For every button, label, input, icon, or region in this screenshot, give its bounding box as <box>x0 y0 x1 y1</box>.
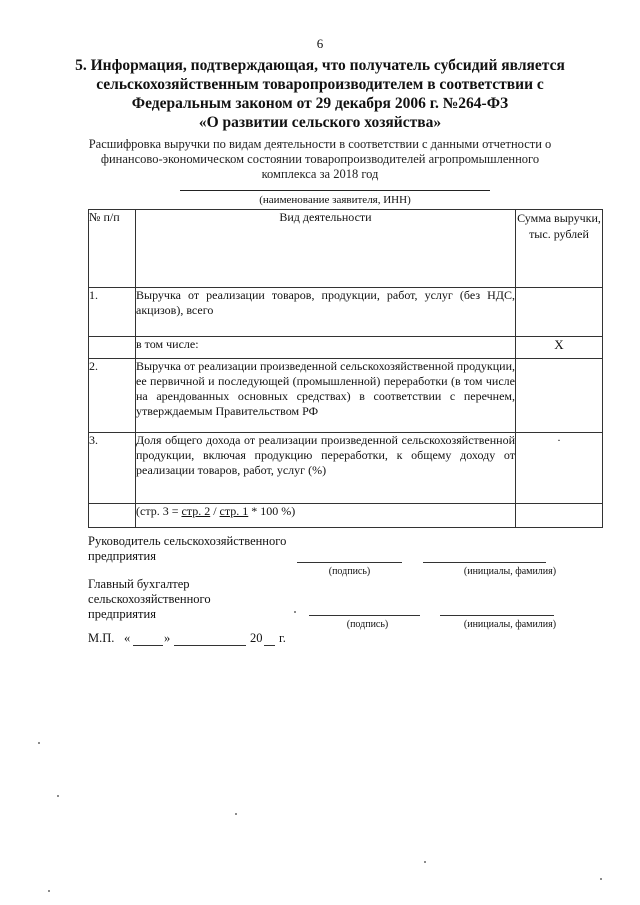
accountant-label <box>88 577 211 622</box>
date-month-line[interactable] <box>174 645 246 646</box>
formula-sep: / <box>210 504 220 518</box>
row-sum-cell[interactable]: · <box>516 433 603 504</box>
formula-cell <box>136 504 516 528</box>
head-label <box>88 534 286 564</box>
row-sum-cell: X <box>516 337 603 359</box>
table-row <box>89 288 603 337</box>
formula-prefix: (стр. 3 = <box>136 504 182 518</box>
table-row <box>89 359 603 433</box>
accountant-label-line: Главный бухгалтер <box>88 577 190 591</box>
accountant-signature-caption: (подпись) <box>346 619 389 630</box>
subtitle <box>60 137 580 182</box>
row-sum-cell[interactable] <box>516 288 603 337</box>
heading-line: «О развитии сельского хозяйства» <box>198 114 442 131</box>
stamp-mp: М.П. <box>88 631 115 645</box>
table-row <box>89 433 603 504</box>
subtitle-line: Расшифровка выручки по видам деятельности в соответствии с данными отчетности о <box>88 137 552 151</box>
table-row <box>89 337 603 359</box>
date-day-line[interactable] <box>133 645 163 646</box>
scan-speck <box>235 813 237 815</box>
header-activity: Вид деятельности <box>136 210 516 288</box>
date-year-suffix: г. <box>279 631 286 645</box>
accountant-label-line: сельскохозяйственного <box>88 592 211 606</box>
scan-speck <box>38 742 40 744</box>
date-open-quote: « <box>124 631 131 645</box>
row-num: 2. <box>89 359 136 433</box>
head-label-line: Руководитель сельскохозяйственного <box>88 534 287 548</box>
subtitle-line: комплекса за 2018 год <box>261 167 379 181</box>
accountant-signature-line[interactable] <box>309 615 420 616</box>
page-number: 6 <box>316 36 324 51</box>
head-label-line: предприятия <box>88 549 156 563</box>
date-close-quote: » <box>164 631 171 645</box>
scan-speck <box>600 878 602 880</box>
scan-speck <box>294 611 296 613</box>
heading-line: Федеральным законом от 29 декабря 2006 г. №264-ФЗ <box>131 95 509 112</box>
formula-row <box>89 504 603 528</box>
head-signature-caption: (подпись) <box>328 566 371 577</box>
accountant-name-caption: (инициалы, фамилия) <box>463 619 557 630</box>
heading-line: сельскохозяйственным товаропроизводителем в соответствии с <box>96 76 544 93</box>
table-header-row <box>89 210 603 288</box>
heading-line: 5. Информация, подтверждающая, что получатель субсидий является <box>75 57 565 74</box>
section-heading <box>60 56 580 132</box>
row-activity: Выручка от реализации произведенной сельскохозяйственной продукции, ее первичной и последующей (промышленной) переработки (в том числе на арендованных основных средствах) в соответствии с перечнем, утверждаемым Правительством РФ <box>136 359 516 433</box>
accountant-name-line[interactable] <box>440 615 554 616</box>
formula-part1: стр. 2 <box>181 504 211 518</box>
row-num: 3. <box>89 433 136 504</box>
head-signature-line[interactable] <box>297 562 402 563</box>
row-num: 1. <box>89 288 136 337</box>
head-name-caption: (инициалы, фамилия) <box>463 566 557 577</box>
scan-speck <box>424 861 426 863</box>
row-activity: в том числе: <box>136 337 516 359</box>
header-sum: Сумма выручки, тыс. рублей <box>516 210 603 288</box>
formula-part2: стр. 1 <box>219 504 249 518</box>
applicant-blank-line[interactable] <box>180 190 490 191</box>
row-activity: Выручка от реализации товаров, продукции, работ, услуг (без НДС, акцизов), всего <box>136 288 516 337</box>
scan-speck <box>48 890 50 892</box>
formula-suffix: * 100 %) <box>248 504 296 518</box>
date-year-prefix: 20 <box>250 631 263 645</box>
row-num <box>89 337 136 359</box>
formula-sum-cell <box>516 504 603 528</box>
revenue-table <box>88 209 603 528</box>
date-year-line[interactable] <box>264 645 275 646</box>
row-sum-cell[interactable] <box>516 359 603 433</box>
row-activity: Доля общего дохода от реализации произведенной сельскохозяйственной продукции, включая продукцию переработки, к общему доходу от реализации товаров, работ, услуг (%) <box>136 433 516 504</box>
subtitle-line: финансово-экономическом состоянии товаропроизводителей агропромышленного <box>100 152 540 166</box>
scan-speck <box>57 795 59 797</box>
head-name-line[interactable] <box>423 562 546 563</box>
applicant-caption: (наименование заявителя, ИНН) <box>259 194 411 206</box>
formula-num-cell <box>89 504 136 528</box>
header-num: № п/п <box>89 210 136 288</box>
accountant-label-line: предприятия <box>88 607 156 621</box>
